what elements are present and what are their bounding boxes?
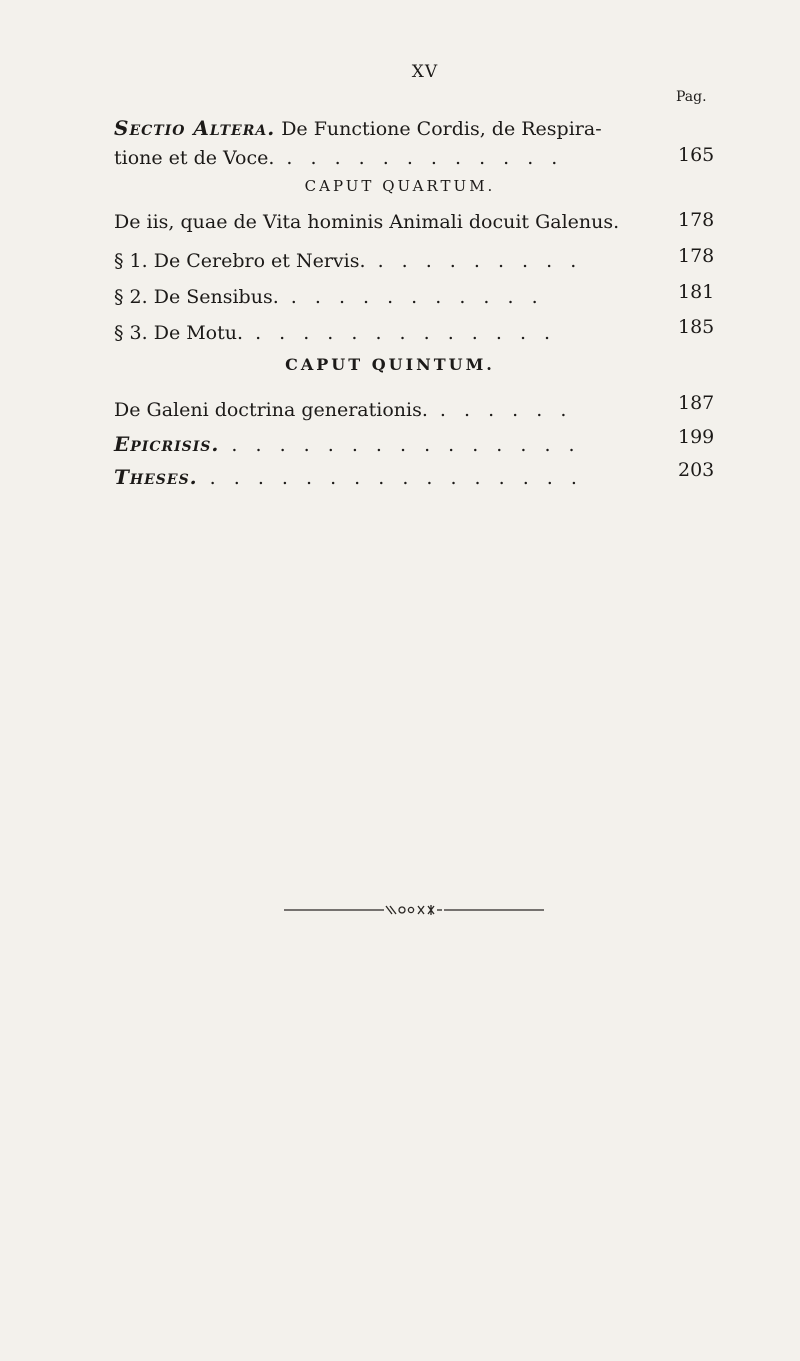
leader-dots: . . . . . . <box>427 399 573 421</box>
toc-entry-epicrisis <box>114 432 674 457</box>
toc-entry-sectio-line2 <box>114 146 674 170</box>
ornament-rule-icon <box>284 904 544 916</box>
entry-text: § 3. De Motu. <box>114 322 244 344</box>
page-number: 203 <box>678 459 715 481</box>
toc-entry-par-1 <box>114 249 674 273</box>
leader-dots: . . . . . . . . . . . . . . . <box>219 434 581 456</box>
page-number: 187 <box>678 392 715 414</box>
toc-entry-de-iis <box>114 210 674 234</box>
entry-text: De iis, quae de Vita hominis Animali docuit Galenus. <box>114 211 620 233</box>
page-number: 199 <box>678 426 715 448</box>
leader-dots: . . . . . . . . . . . . <box>274 147 564 169</box>
toc-entry-par-2 <box>114 285 674 309</box>
entry-text: § 1. De Cerebro et Nervis. <box>114 250 366 272</box>
page-number: 178 <box>678 245 715 267</box>
leader-dots: . . . . . . . . . . . . . <box>243 322 557 344</box>
toc-entry-theses <box>114 465 674 490</box>
page-number: 165 <box>678 144 715 166</box>
leader-dots: . . . . . . . . . <box>365 250 583 272</box>
toc-entry-par-3 <box>114 321 674 345</box>
entry-text: De Galeni doctrina generationis. <box>114 399 428 421</box>
heading-caput-quartum: CAPUT QUARTUM. <box>304 177 496 195</box>
toc-entry-galeni <box>114 398 674 422</box>
pag-column-label: Pag. <box>676 89 707 105</box>
entry-text: tione et de Voce. <box>114 147 275 169</box>
entry-text: De Functione Cordis, de Respira- <box>275 118 602 140</box>
leader-dots: . . . . . . . . . . . <box>278 286 544 308</box>
leader-dots: . . . . . . . . . . . . . . . . <box>197 467 583 489</box>
entry-lead: Sectio Altera. <box>114 116 276 140</box>
page-folio: XV <box>411 62 439 82</box>
toc-entry-sectio-line1 <box>114 116 674 141</box>
entry-lead: Theses. <box>114 465 198 489</box>
page-number: 181 <box>678 281 715 303</box>
page-number: 185 <box>678 316 715 338</box>
heading-caput-quintum: CAPUT QUINTUM. <box>285 355 495 374</box>
page-number: 178 <box>678 209 715 231</box>
entry-text: § 2. De Sensibus. <box>114 286 279 308</box>
entry-lead: Epicrisis. <box>114 432 220 456</box>
